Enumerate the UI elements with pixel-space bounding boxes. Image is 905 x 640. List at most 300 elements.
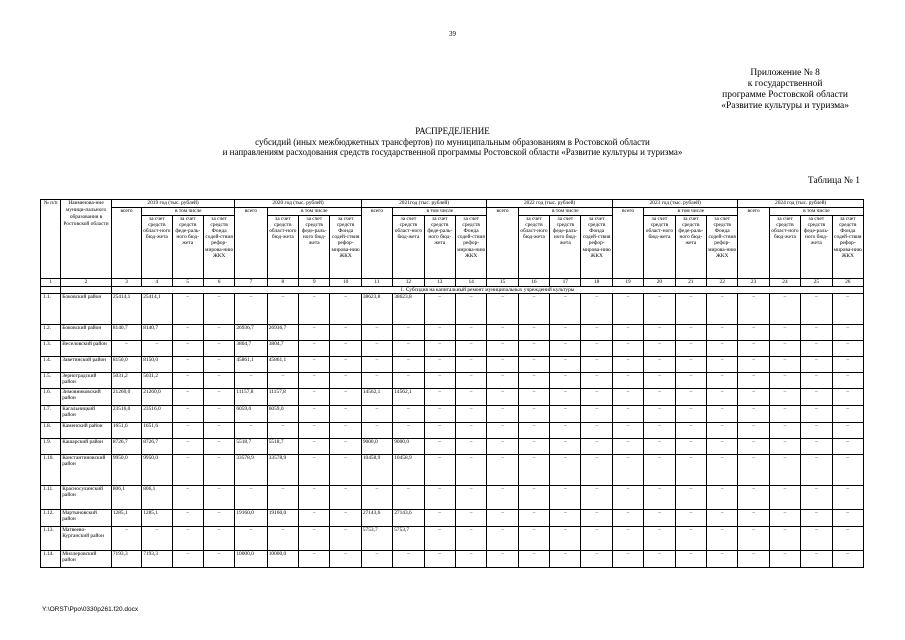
row-value: – bbox=[738, 294, 769, 325]
row-value: – bbox=[203, 510, 234, 527]
row-value: – bbox=[518, 373, 549, 389]
row-value: 11157,8 bbox=[267, 389, 298, 406]
row-value: – bbox=[832, 423, 863, 439]
row-value: – bbox=[393, 357, 424, 373]
table-row bbox=[41, 373, 864, 389]
row-value: 38623,8 bbox=[393, 294, 424, 325]
section-row bbox=[41, 286, 864, 293]
row-value: – bbox=[644, 341, 675, 357]
header-total: всего bbox=[487, 208, 518, 279]
row-value: – bbox=[832, 486, 863, 510]
row-value: – bbox=[487, 325, 518, 341]
section-spacer bbox=[61, 286, 112, 293]
row-value: – bbox=[203, 357, 234, 373]
row-value: – bbox=[769, 389, 800, 406]
row-value: – bbox=[203, 423, 234, 439]
row-value: – bbox=[424, 527, 455, 551]
row-value: 19160,0 bbox=[267, 510, 298, 527]
row-value: – bbox=[550, 527, 581, 551]
row-number: 1.4. bbox=[41, 357, 61, 373]
row-value: – bbox=[299, 510, 330, 527]
row-value: – bbox=[644, 294, 675, 325]
row-value: 3804,7 bbox=[267, 341, 298, 357]
row-value: – bbox=[235, 486, 267, 510]
row-value: – bbox=[487, 510, 518, 527]
row-value: – bbox=[801, 527, 832, 551]
row-value: – bbox=[424, 455, 455, 486]
row-value: – bbox=[769, 423, 800, 439]
column-number: 4 bbox=[142, 278, 172, 286]
table-row bbox=[41, 325, 864, 341]
row-value: – bbox=[644, 439, 675, 455]
row-value: – bbox=[393, 423, 424, 439]
row-value: 19160,0 bbox=[235, 510, 267, 527]
row-value: – bbox=[518, 406, 549, 423]
row-value: – bbox=[172, 294, 203, 325]
row-value: – bbox=[487, 527, 518, 551]
row-value: – bbox=[330, 486, 361, 510]
header-source: за счет средств област-ного бюд-жета bbox=[518, 215, 549, 278]
row-value: – bbox=[581, 551, 612, 568]
table-row bbox=[41, 357, 864, 373]
row-value: 33578,9 bbox=[267, 455, 298, 486]
row-value: 45861,1 bbox=[267, 357, 298, 373]
row-value: – bbox=[235, 423, 267, 439]
row-value: – bbox=[361, 373, 392, 389]
row-value: – bbox=[738, 325, 769, 341]
row-value: – bbox=[550, 294, 581, 325]
row-value: – bbox=[172, 510, 203, 527]
row-value: – bbox=[801, 439, 832, 455]
row-value: – bbox=[299, 439, 330, 455]
row-value: – bbox=[707, 406, 738, 423]
row-value: 8726,7 bbox=[111, 439, 141, 455]
row-value: – bbox=[707, 341, 738, 357]
row-value: – bbox=[769, 439, 800, 455]
row-value: – bbox=[455, 406, 486, 423]
row-value: – bbox=[801, 406, 832, 423]
row-value: – bbox=[612, 294, 643, 325]
row-value: – bbox=[644, 357, 675, 373]
row-municipality: Красносулинский район bbox=[61, 486, 112, 510]
header-source: за счет средств феде-раль-ного бюд-жета bbox=[172, 215, 203, 278]
row-value: 1651,6 bbox=[111, 423, 141, 439]
row-value: – bbox=[738, 341, 769, 357]
row-value: – bbox=[769, 357, 800, 373]
row-value: 27143,6 bbox=[393, 510, 424, 527]
row-value: – bbox=[832, 294, 863, 325]
row-value: – bbox=[487, 373, 518, 389]
row-value: – bbox=[832, 325, 863, 341]
row-value: – bbox=[330, 439, 361, 455]
row-number: 1.13. bbox=[41, 527, 61, 551]
row-value: – bbox=[550, 325, 581, 341]
row-value: – bbox=[424, 294, 455, 325]
row-value: – bbox=[675, 341, 706, 357]
row-value: – bbox=[675, 357, 706, 373]
row-value: – bbox=[675, 486, 706, 510]
row-value: – bbox=[203, 527, 234, 551]
column-number: 18 bbox=[581, 278, 612, 286]
header-num: № п/п bbox=[41, 200, 61, 279]
table-row bbox=[41, 389, 864, 406]
header-source: за счет средств област-ного бюд-жета bbox=[393, 215, 424, 278]
row-value: – bbox=[832, 373, 863, 389]
row-value: – bbox=[832, 527, 863, 551]
row-value: – bbox=[299, 389, 330, 406]
row-value: 25414,1 bbox=[142, 294, 172, 325]
header-year: 2023 год (тыс. рублей) bbox=[612, 200, 738, 208]
row-value: – bbox=[487, 406, 518, 423]
row-value: – bbox=[518, 439, 549, 455]
column-number: 11 bbox=[361, 278, 392, 286]
row-value: – bbox=[518, 389, 549, 406]
row-value: – bbox=[299, 325, 330, 341]
row-value: 23516,0 bbox=[142, 406, 172, 423]
header-incl: в том числе bbox=[393, 208, 487, 216]
row-value: – bbox=[612, 373, 643, 389]
row-value: 45861,1 bbox=[235, 357, 267, 373]
column-number: 6 bbox=[203, 278, 234, 286]
row-value: 14562,1 bbox=[361, 389, 392, 406]
row-value: – bbox=[769, 486, 800, 510]
header-total: всего bbox=[612, 208, 643, 279]
row-value: – bbox=[581, 341, 612, 357]
row-value: – bbox=[550, 373, 581, 389]
row-value: – bbox=[707, 325, 738, 341]
row-value: 27143,6 bbox=[361, 510, 392, 527]
row-value: – bbox=[299, 341, 330, 357]
row-value: 5518,7 bbox=[235, 439, 267, 455]
row-value: – bbox=[738, 406, 769, 423]
header-row-years bbox=[41, 200, 864, 208]
header-incl: в том числе bbox=[518, 208, 612, 216]
row-value: – bbox=[330, 423, 361, 439]
row-value: – bbox=[330, 294, 361, 325]
row-value: – bbox=[801, 357, 832, 373]
page-number: 39 bbox=[449, 30, 456, 38]
row-value: 23516,0 bbox=[111, 406, 141, 423]
row-value: 8140,7 bbox=[142, 325, 172, 341]
row-value: – bbox=[424, 510, 455, 527]
row-value: – bbox=[738, 357, 769, 373]
row-value: – bbox=[455, 341, 486, 357]
row-value: – bbox=[581, 373, 612, 389]
column-number: 22 bbox=[707, 278, 738, 286]
row-number: 1.12. bbox=[41, 510, 61, 527]
row-value: – bbox=[455, 486, 486, 510]
row-value: – bbox=[612, 486, 643, 510]
row-value: – bbox=[707, 527, 738, 551]
row-value: – bbox=[361, 551, 392, 568]
row-municipality: Каменский район bbox=[61, 423, 112, 439]
row-value: – bbox=[644, 510, 675, 527]
row-number: 1.1. bbox=[41, 294, 61, 325]
row-value: – bbox=[801, 486, 832, 510]
row-value: – bbox=[738, 455, 769, 486]
table-row bbox=[41, 423, 864, 439]
row-number: 1.6. bbox=[41, 389, 61, 406]
row-value: 5031,2 bbox=[142, 373, 172, 389]
row-value: – bbox=[707, 551, 738, 568]
row-value: – bbox=[455, 455, 486, 486]
header-incl: в том числе bbox=[769, 208, 863, 216]
row-value: – bbox=[707, 423, 738, 439]
row-value: – bbox=[203, 455, 234, 486]
row-value: – bbox=[393, 325, 424, 341]
table-row bbox=[41, 294, 864, 325]
row-value: 8140,7 bbox=[111, 325, 141, 341]
header-year: 2021год (тыс. рублей) bbox=[361, 200, 487, 208]
row-value: – bbox=[550, 510, 581, 527]
row-municipality: Боковский район bbox=[61, 325, 112, 341]
row-value: 11157,8 bbox=[235, 389, 267, 406]
row-value: – bbox=[361, 357, 392, 373]
row-value: 9000,0 bbox=[361, 439, 392, 455]
header-row-total bbox=[41, 208, 864, 216]
row-value: – bbox=[769, 406, 800, 423]
row-value: – bbox=[832, 341, 863, 357]
row-value: – bbox=[612, 357, 643, 373]
row-value: – bbox=[172, 389, 203, 406]
row-municipality: Кашарский район bbox=[61, 439, 112, 455]
row-value: – bbox=[801, 510, 832, 527]
row-value: – bbox=[550, 389, 581, 406]
row-value: 7193,3 bbox=[111, 551, 141, 568]
row-value: – bbox=[299, 294, 330, 325]
row-value: – bbox=[675, 389, 706, 406]
row-value: – bbox=[299, 551, 330, 568]
row-value: 33578,9 bbox=[235, 455, 267, 486]
column-number: 5 bbox=[172, 278, 203, 286]
row-value: – bbox=[707, 389, 738, 406]
row-value: – bbox=[455, 527, 486, 551]
row-number: 1.11. bbox=[41, 486, 61, 510]
row-value: – bbox=[330, 527, 361, 551]
row-value: – bbox=[769, 455, 800, 486]
row-value: 14562,1 bbox=[393, 389, 424, 406]
row-value: – bbox=[203, 294, 234, 325]
row-value: – bbox=[675, 510, 706, 527]
row-value: – bbox=[455, 294, 486, 325]
row-value: – bbox=[612, 527, 643, 551]
row-value: – bbox=[455, 510, 486, 527]
row-value: – bbox=[581, 389, 612, 406]
row-value: – bbox=[581, 357, 612, 373]
row-value: – bbox=[424, 373, 455, 389]
row-value: – bbox=[393, 486, 424, 510]
row-value: 806,1 bbox=[142, 486, 172, 510]
table-row bbox=[41, 527, 864, 551]
row-value: – bbox=[769, 325, 800, 341]
row-value: – bbox=[203, 406, 234, 423]
row-value: – bbox=[738, 486, 769, 510]
row-value: – bbox=[769, 551, 800, 568]
header-source: за счет средств Фонда содей-ствия рефор-мирова-нию ЖКХ bbox=[707, 215, 738, 278]
column-number: 25 bbox=[801, 278, 832, 286]
distribution-table bbox=[40, 199, 864, 568]
row-municipality: Заветинский район bbox=[61, 357, 112, 373]
heading-line: и направлениям расходования средств государственной программы Ростовской области «Развитие культуры и туризма» bbox=[222, 147, 683, 157]
row-value: – bbox=[361, 486, 392, 510]
row-value: – bbox=[612, 389, 643, 406]
row-value: – bbox=[707, 510, 738, 527]
row-value: – bbox=[707, 439, 738, 455]
row-value: – bbox=[581, 486, 612, 510]
row-value: – bbox=[267, 373, 298, 389]
row-value: – bbox=[518, 551, 549, 568]
column-number: 15 bbox=[487, 278, 518, 286]
row-value: – bbox=[675, 439, 706, 455]
column-number: 24 bbox=[769, 278, 800, 286]
row-value: – bbox=[455, 325, 486, 341]
row-value: – bbox=[675, 325, 706, 341]
column-number: 21 bbox=[675, 278, 706, 286]
row-value: – bbox=[832, 551, 863, 568]
row-value: – bbox=[801, 389, 832, 406]
row-value: – bbox=[172, 357, 203, 373]
row-value: – bbox=[203, 373, 234, 389]
header-source: за счет средств Фонда содей-ствия рефор-мирова-нию ЖКХ bbox=[330, 215, 361, 278]
row-value: – bbox=[550, 455, 581, 486]
header-source: за счет средств Фонда содей-ствия рефор-мирова-нию ЖКХ bbox=[581, 215, 612, 278]
row-value: – bbox=[172, 486, 203, 510]
appendix-line: «Развитие культуры и туризма» bbox=[721, 101, 849, 111]
table-row bbox=[41, 406, 864, 423]
column-number: 14 bbox=[455, 278, 486, 286]
header-total: всего bbox=[738, 208, 769, 279]
row-value: 5518,7 bbox=[267, 439, 298, 455]
row-value: – bbox=[581, 510, 612, 527]
row-value: 1285,1 bbox=[142, 510, 172, 527]
row-value: 26936,7 bbox=[267, 325, 298, 341]
heading-title: РАСПРЕДЕЛЕНИЕ bbox=[415, 126, 490, 136]
row-value: – bbox=[393, 406, 424, 423]
row-value: – bbox=[267, 423, 298, 439]
row-value: – bbox=[550, 551, 581, 568]
row-value: – bbox=[111, 341, 141, 357]
row-value: 5031,2 bbox=[111, 373, 141, 389]
row-value: – bbox=[550, 423, 581, 439]
row-value: – bbox=[644, 527, 675, 551]
row-value: 26936,7 bbox=[235, 325, 267, 341]
column-number: 13 bbox=[424, 278, 455, 286]
row-value: – bbox=[707, 455, 738, 486]
header-source: за счет средств феде-раль-ного бюд-жета bbox=[424, 215, 455, 278]
row-value: 6059,0 bbox=[267, 406, 298, 423]
row-value: – bbox=[424, 439, 455, 455]
row-number: 1.3. bbox=[41, 341, 61, 357]
row-value: – bbox=[518, 455, 549, 486]
row-value: – bbox=[172, 439, 203, 455]
header-source: за счет средств Фонда содей-ствия рефор-мирова-нию ЖКХ bbox=[832, 215, 863, 278]
row-value: – bbox=[299, 373, 330, 389]
row-value: – bbox=[769, 373, 800, 389]
row-value: – bbox=[518, 486, 549, 510]
row-value: – bbox=[330, 551, 361, 568]
column-number: 23 bbox=[738, 278, 769, 286]
row-value: – bbox=[675, 455, 706, 486]
row-value: – bbox=[801, 341, 832, 357]
header-total: всего bbox=[111, 208, 141, 279]
row-value: – bbox=[203, 439, 234, 455]
row-value: – bbox=[738, 510, 769, 527]
row-value: – bbox=[550, 486, 581, 510]
row-value: – bbox=[801, 294, 832, 325]
row-value: – bbox=[801, 423, 832, 439]
heading-line: субсидий (иных межбюджетных трансфертов) по муниципальным образованиям в Ростовской области bbox=[255, 136, 650, 147]
header-total: всего bbox=[235, 208, 267, 279]
row-value: 1285,1 bbox=[111, 510, 141, 527]
row-value: – bbox=[299, 486, 330, 510]
row-value: – bbox=[832, 439, 863, 455]
row-municipality: Зимовниковский район bbox=[61, 389, 112, 406]
row-value: – bbox=[424, 341, 455, 357]
row-value: – bbox=[801, 373, 832, 389]
row-value: – bbox=[424, 423, 455, 439]
row-value: – bbox=[738, 527, 769, 551]
row-value: – bbox=[330, 389, 361, 406]
row-value: – bbox=[644, 455, 675, 486]
row-value: – bbox=[518, 510, 549, 527]
row-value: – bbox=[581, 423, 612, 439]
row-value: – bbox=[832, 406, 863, 423]
row-number: 1.9. bbox=[41, 439, 61, 455]
row-value: – bbox=[832, 357, 863, 373]
row-municipality: Зерноградский район bbox=[61, 373, 112, 389]
row-value: – bbox=[299, 527, 330, 551]
row-value: 10458,9 bbox=[393, 455, 424, 486]
row-value: – bbox=[644, 373, 675, 389]
row-municipality: Веселовский район bbox=[61, 341, 112, 357]
row-municipality: Матвеево-Курганский район bbox=[61, 527, 112, 551]
table-row bbox=[41, 510, 864, 527]
table-row bbox=[41, 439, 864, 455]
row-value: – bbox=[612, 325, 643, 341]
row-value: – bbox=[487, 294, 518, 325]
header-source: за счет средств област-ного бюд-жета bbox=[142, 215, 172, 278]
row-value: – bbox=[738, 373, 769, 389]
row-value: – bbox=[299, 455, 330, 486]
row-value: – bbox=[644, 325, 675, 341]
row-value: – bbox=[707, 486, 738, 510]
distribution-table-wrapper bbox=[40, 199, 864, 568]
table-label: Таблица № 1 bbox=[807, 176, 860, 186]
header-name: Наименова-ние муници-пального образования в Ростовской области bbox=[61, 200, 112, 279]
column-number: 16 bbox=[518, 278, 549, 286]
row-value: – bbox=[518, 423, 549, 439]
header-year: 2022 год (тыс. рублей) bbox=[487, 200, 613, 208]
row-value: – bbox=[581, 439, 612, 455]
row-value: – bbox=[361, 406, 392, 423]
row-value: – bbox=[172, 455, 203, 486]
row-municipality: Миллеровский район bbox=[61, 551, 112, 568]
row-value: – bbox=[738, 389, 769, 406]
row-value: – bbox=[424, 486, 455, 510]
header-year: 2020 год (тыс. рублей) bbox=[235, 200, 362, 208]
row-value: – bbox=[393, 551, 424, 568]
row-value: 10000,0 bbox=[235, 551, 267, 568]
appendix-line: Приложение № 8 bbox=[750, 68, 820, 78]
column-number: 1 bbox=[41, 278, 61, 286]
row-value: – bbox=[361, 423, 392, 439]
row-number: 1.7. bbox=[41, 406, 61, 423]
row-value: – bbox=[330, 373, 361, 389]
row-municipality: Константиновский район bbox=[61, 455, 112, 486]
row-value: – bbox=[267, 294, 298, 325]
column-number: 20 bbox=[644, 278, 675, 286]
row-value: – bbox=[675, 527, 706, 551]
